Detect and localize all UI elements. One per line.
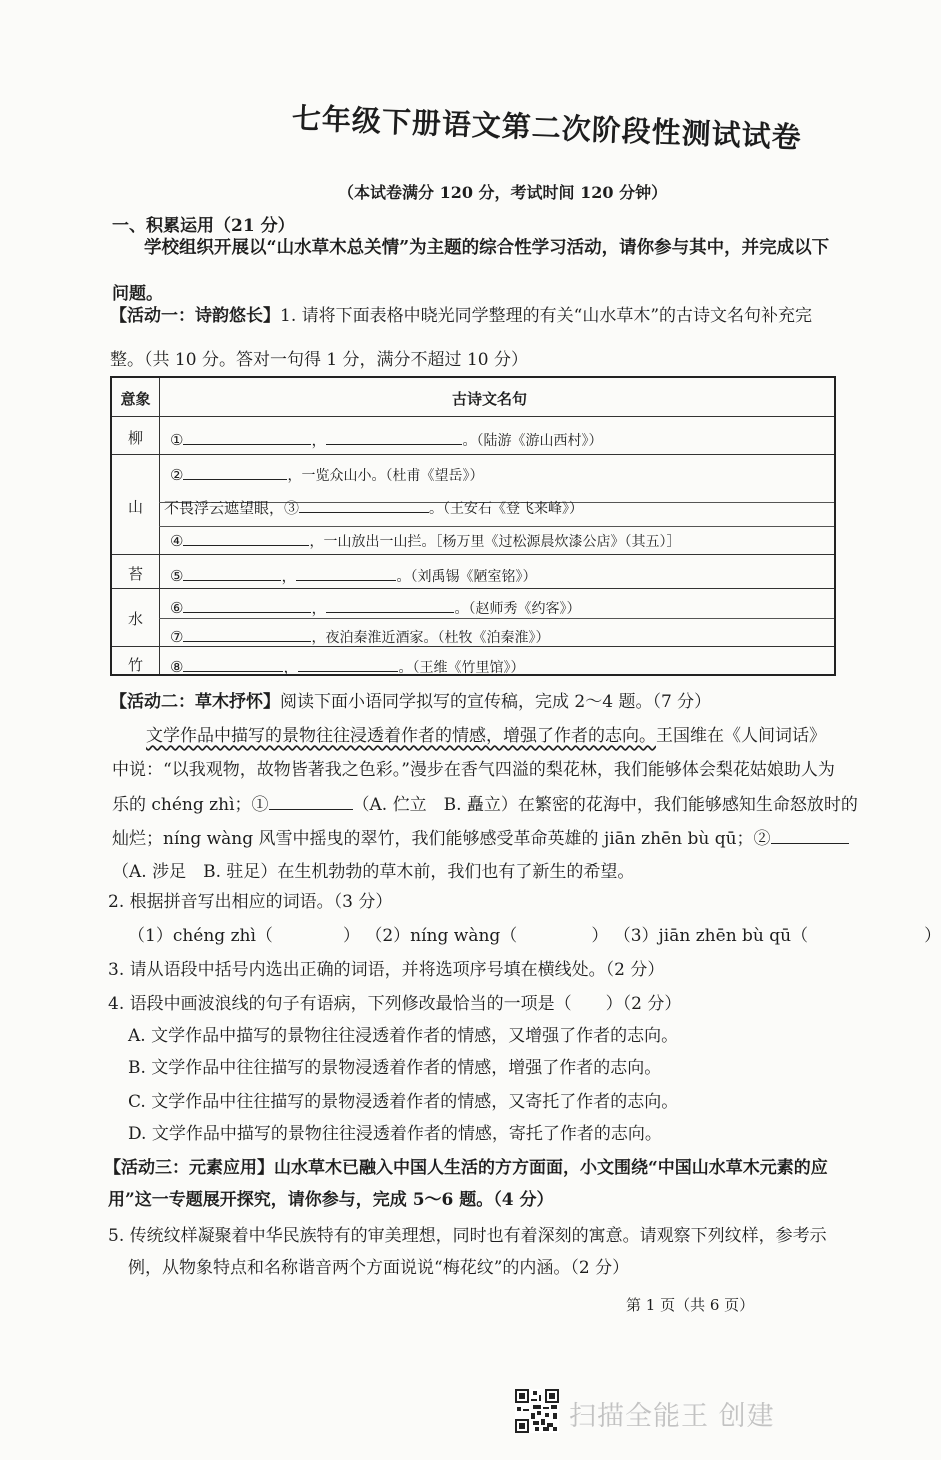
section-intro-line2: 问题。 [112,284,163,304]
question-2: 2. 根据拼音写出相应的词语。（3 分） [108,892,393,912]
activity3-line2: 用”这一专题展开探究，请你参与，完成 5～6 题。（4 分） [108,1190,554,1210]
answer-blank[interactable] [183,462,287,480]
activity3-label: 【活动三：元素应用】 [104,1158,274,1178]
answer-blank[interactable] [183,624,311,642]
question-3: 3. 请从语段中括号内选出正确的词语，并将选项序号填在横线处。（2 分） [108,960,665,980]
image-moss: 苔 [127,565,143,583]
section-intro-line1: 学校组织开展以“山水草木总关情”为主题的综合性学习活动，请你参与其中，并完成以下 [144,238,830,258]
table-row: ⑦ ，夜泊秦淮近酒家。（杜牧《泊秦淮》） [170,624,549,647]
answer-blank[interactable] [326,427,462,445]
passage-line3: 乐的 chéng zhì；① （A. 伫立 B. 矗立）在繁密的花海中，我们能够感知生命怒放时的 [112,792,858,817]
answer-blank[interactable] [299,495,429,513]
table-row: ② ，一览众山小。（杜甫《望岳》） [170,462,483,485]
question-5-line1: 5. 传统纹样凝聚着中华民族特有的审美理想，同时也有着深刻的寓意。请观察下列纹样，参考示 [108,1226,827,1246]
image-willow: 柳 [127,429,143,447]
option-d[interactable]: D. 文学作品中描写的景物往往浸透着作者的情感，寄托了作者的志向。 [128,1124,662,1144]
table-row: ④ ，一山放出一山拦。［杨万里《过松源晨炊漆公店》（其五）］ [170,528,680,551]
activity2-label: 【活动二：草木抒怀】 [110,692,280,712]
activity2-intro [110,690,711,714]
poem-table [110,376,836,676]
question-5-line2: 例，从物象特点和名称谐音两个方面说说“梅花纹”的内涵。（2 分） [128,1258,630,1278]
option-c[interactable]: C. 文学作品中往往描写的景物浸透着作者的情感，又寄托了作者的志向。 [128,1092,679,1112]
answer-blank[interactable] [183,654,283,672]
table-row: ⑥ ， 。（赵师秀《约客》） [170,595,580,618]
passage-line1: 文学作品中描写的景物往往浸透着作者的情感，增强了作者的志向。王国维在《人间词话》 [146,726,826,746]
wavy-sentence: 文学作品中描写的景物往往浸透着作者的情感，增强了作者的志向。 [146,726,656,746]
answer-blank[interactable] [183,563,281,581]
table-header-image: 意象 [120,390,151,408]
image-mountain: 山 [127,498,143,516]
activity2-text: 阅读下面小语同学拟写的宣传稿，完成 2～4 题。（7 分） [280,692,712,712]
answer-blank[interactable] [183,595,311,613]
answer-blank[interactable] [269,792,353,810]
table-row: 不畏浮云遮望眼，③ 。（王安石《登飞来峰》） [164,495,583,518]
activity1-text: 1. 请将下面表格中晓光同学整理的有关“山水草木”的古诗文名句补充完 [280,306,813,326]
activity3-line1: 【活动三：元素应用】山水草木已融入中国人生活的方方面面，小文围绕“中国山水草木元素的应 [104,1158,828,1178]
table-row: ⑧ ， 。（王维《竹里馆》） [170,654,524,677]
exam-info: （本试卷满分 120 分，考试时间 120 分钟） [338,183,668,202]
option-b[interactable]: B. 文学作品中往往描写的景物浸透着作者的情感，增强了作者的志向。 [128,1058,662,1078]
qr-code-icon [515,1389,559,1433]
image-bamboo: 竹 [127,656,143,674]
answer-blank[interactable] [326,595,454,613]
image-water: 水 [127,610,143,628]
watermark-text: 扫描全能王 创建 [569,1401,775,1432]
activity1-line2: 整。（共 10 分。答对一句得 1 分，满分不超过 10 分） [110,350,529,370]
question-2-parts: （1）chéng zhì（ ） （2）níng wàng（ ） （3）jiān zhēn bù qū（ ） [128,926,941,946]
passage-line4: 灿烂；níng wàng 风雪中摇曳的翠竹，我们能够感受革命英雄的 jiān zhēn bù qū；② [112,826,849,851]
page-number: 第 1 页（共 6 页） [626,1296,755,1314]
page-title: 七年级下册语文第二次阶段性测试试卷 [291,101,803,155]
answer-blank[interactable] [183,528,309,546]
answer-blank[interactable] [296,563,396,581]
answer-blank[interactable] [183,427,311,445]
table-row: ⑤ ， 。（刘禹锡《陋室铭》） [170,563,536,586]
option-a[interactable]: A. 文学作品中描写的景物往往浸透着作者的情感，又增强了作者的志向。 [128,1026,679,1046]
section-heading: 一、积累运用（21 分） [112,216,295,236]
table-row: ① ， 。（陆游《游山西村》） [170,427,602,450]
question-4: 4. 语段中画波浪线的句子有语病，下列修改最恰当的一项是（ ）（2 分） [108,994,682,1014]
passage-line2: 中说：“以我观物，故物皆著我之色彩。”漫步在香气四溢的梨花林，我们能够体会梨花姑娘助人为 [112,760,835,780]
answer-blank[interactable] [771,826,849,844]
table-header-lines: 古诗文名句 [452,390,528,408]
activity1-label: 【活动一：诗韵悠长】 [110,306,280,326]
activity1-line1 [110,304,812,328]
answer-blank[interactable] [298,654,398,672]
passage-line5: （A. 涉足 B. 驻足）在生机勃勃的草木前，我们也有了新生的希望。 [112,862,635,882]
